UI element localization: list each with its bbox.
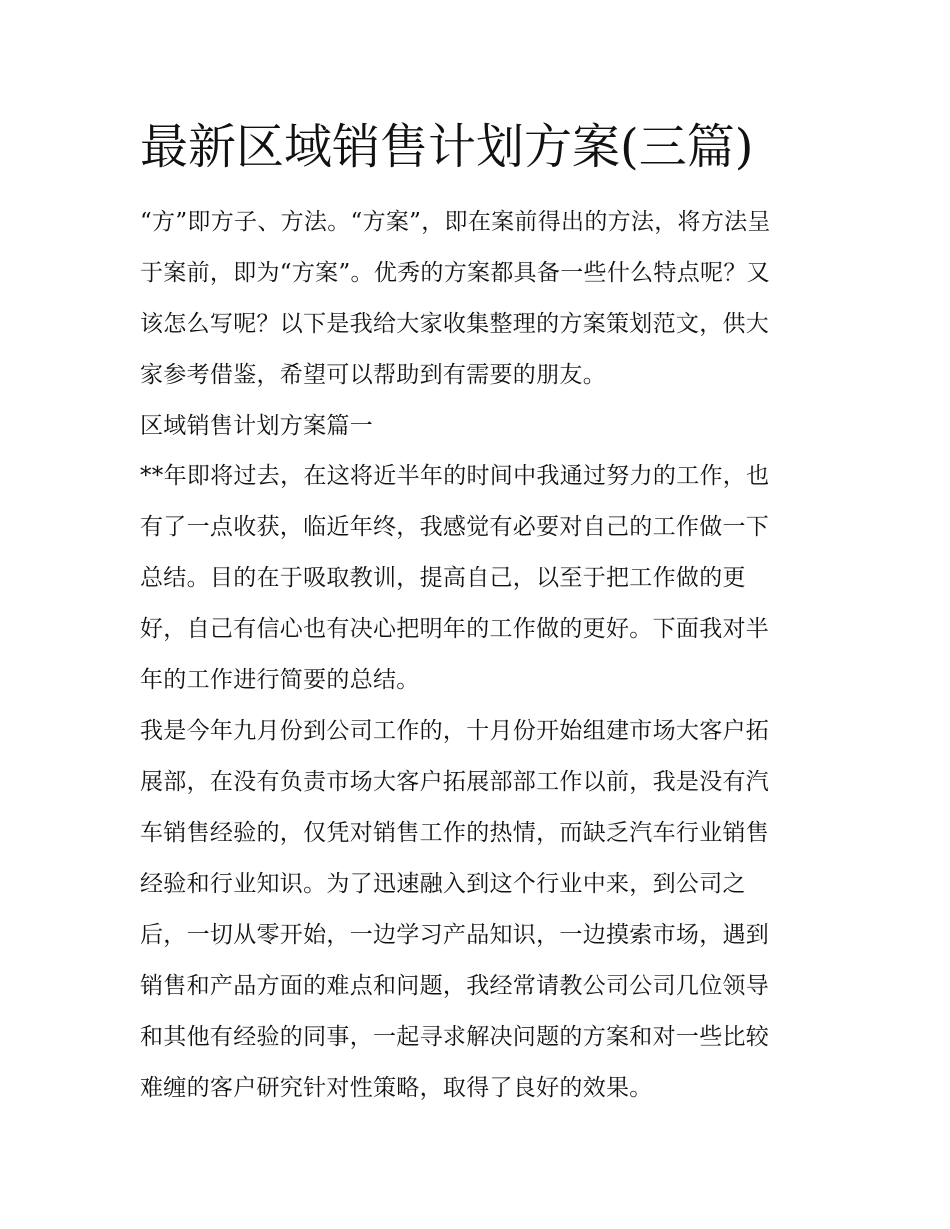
document-title: 最新区域销售计划方案(三篇) bbox=[140, 119, 754, 175]
text-line: 于案前，即为“方案”。优秀的方案都具备一些什么特点呢？又 bbox=[140, 260, 770, 286]
text-line: 经验和行业知识。为了迅速融入到这个行业中来，到公司之 bbox=[140, 871, 746, 897]
text-line: 展部，在没有负责市场大客户拓展部部工作以前，我是没有汽 bbox=[140, 769, 770, 795]
text-line: “方”即方子、方法。“方案”，即在案前得出的方法，将方法呈 bbox=[140, 209, 771, 235]
section-heading: 区域销售计划方案篇一 bbox=[140, 413, 373, 439]
text-line: **年即将过去，在这将近半年的时间中我通过努力的工作，也 bbox=[140, 463, 770, 489]
text-line: 和其他有经验的同事，一起寻求解决问题的方案和对一些比较 bbox=[140, 1024, 770, 1050]
text-line: 总结。目的在于吸取教训，提高自己，以至于把工作做的更 bbox=[140, 565, 746, 591]
text-line: 有了一点收获，临近年终，我感觉有必要对自己的工作做一下 bbox=[140, 514, 770, 540]
text-line: 该怎么写呢？以下是我给大家收集整理的方案策划范文，供大 bbox=[140, 311, 770, 337]
text-line: 车销售经验的，仅凭对销售工作的热情，而缺乏汽车行业销售 bbox=[140, 820, 770, 846]
text-line: 难缠的客户研究针对性策略，取得了良好的效果。 bbox=[140, 1075, 653, 1101]
text-line: 销售和产品方面的难点和问题，我经常请教公司公司几位领导 bbox=[140, 973, 770, 999]
text-line: 我是今年九月份到公司工作的，十月份开始组建市场大客户拓 bbox=[140, 718, 770, 744]
text-line: 家参考借鉴，希望可以帮助到有需要的朋友。 bbox=[140, 362, 606, 388]
text-line: 年的工作进行简要的总结。 bbox=[140, 667, 420, 693]
text-line: 后，一切从零开始，一边学习产品知识，一边摸索市场，遇到 bbox=[140, 922, 770, 948]
text-line: 好，自己有信心也有决心把明年的工作做的更好。下面我对半 bbox=[140, 616, 770, 642]
